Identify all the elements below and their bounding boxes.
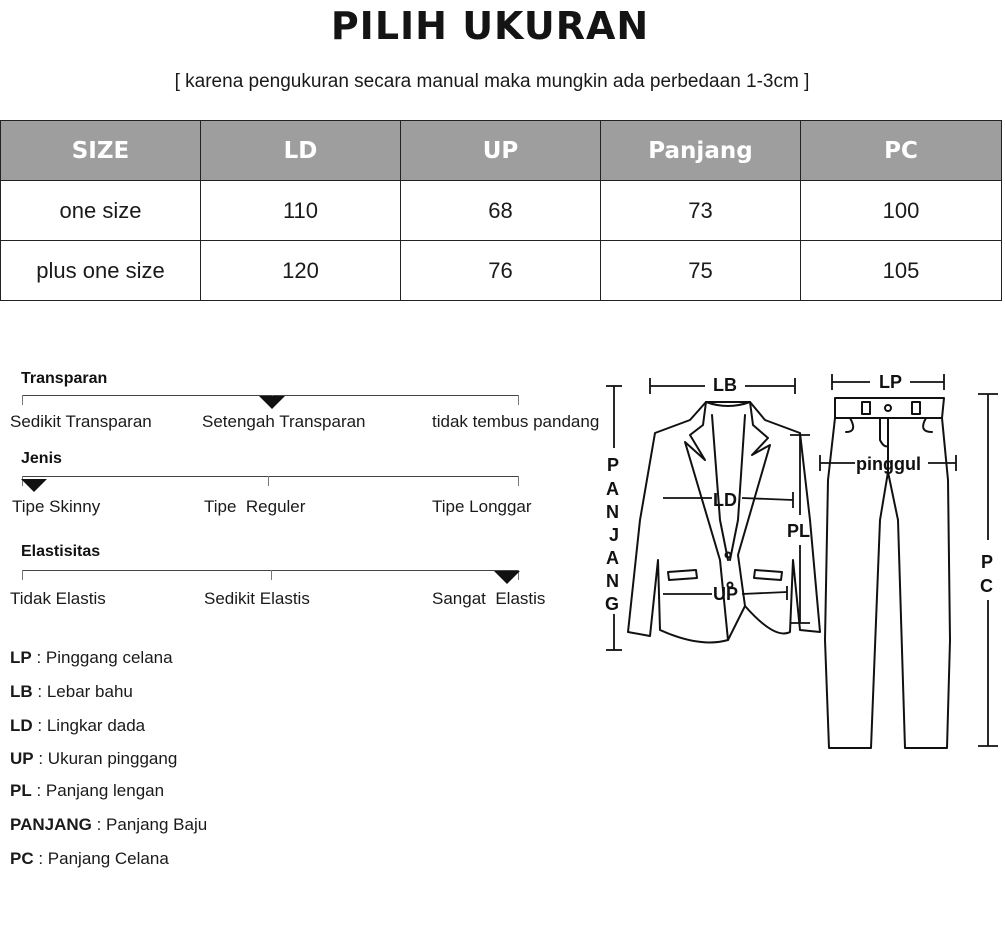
label-pc-letter: P [981,552,994,572]
table-cell: 105 [801,241,1002,301]
legend-desc: : Panjang Baju [91,815,208,834]
legend-abbr: PL [10,781,32,800]
label-pc-letter: C [980,576,993,596]
scale-tick [22,395,23,405]
label-lp: LP [879,372,903,392]
table-cell: 76 [401,241,601,301]
selected-marker-icon [494,571,520,584]
page-title: PILIH UKURAN [330,4,650,48]
legend-item [10,781,164,801]
legend-item [10,682,133,702]
legend-abbr: LD [10,716,33,735]
legend-item [10,716,145,736]
elasticity-scale [0,543,620,613]
legend-abbr: LB [10,682,33,701]
table-header-row [1,121,1002,181]
transparency-scale [0,370,620,440]
table-cell: 68 [401,181,601,241]
legend-abbr: PANJANG [10,815,92,834]
garment-illustration [600,360,1005,900]
label-pl: PL [787,521,811,541]
scale-title: Transparan [21,370,108,387]
label-up: UP [713,584,739,604]
label-pinggul: pinggul [856,454,921,474]
label-ld: LD [713,490,737,510]
selected-marker-icon [259,396,285,409]
label-lb: LB [713,375,737,395]
legend-item [10,648,173,668]
legend-item [10,815,207,835]
scale-option-label: Tipe Skinny [12,497,101,516]
table-row [1,181,1002,241]
measurement-note: [ karena pengukuran secara manual maka mungkin ada perbedaan 1-3cm ] [174,71,810,92]
legend-desc: : Panjang Celana [33,849,169,868]
scale-tick [518,476,519,486]
legend-desc: : Pinggang celana [31,648,173,667]
scale-tick [518,395,519,405]
trousers-icon [825,398,950,748]
label-panjang-letter: J [609,525,620,545]
scale-option-label: Sedikit Elastis [204,589,310,608]
legend-desc: : Lebar bahu [32,682,133,701]
header-panjang: Panjang [601,121,801,181]
table-cell: 100 [801,181,1002,241]
header-pc: PC [801,121,1002,181]
table-cell: 75 [601,241,801,301]
scale-line [22,570,518,571]
label-panjang-letter: G [605,594,620,614]
table-cell: 120 [201,241,401,301]
header-ld: LD [201,121,401,181]
scale-title: Jenis [21,450,62,467]
table-cell: 110 [201,181,401,241]
scale-option-label: Tipe Reguler [204,497,306,516]
scale-option-label: Tipe Longgar [432,497,532,516]
size-table [0,120,1002,301]
scale-option-label: Sangat Elastis [432,589,546,608]
legend-desc: : Ukuran pinggang [33,749,178,768]
type-scale [0,450,620,520]
scale-tick [22,570,23,580]
label-panjang-letter: N [606,502,619,522]
legend-abbr: UP [10,749,34,768]
legend-item [10,849,169,869]
scale-tick [271,570,272,580]
label-panjang-letter: N [606,571,619,591]
label-panjang-letter: A [606,548,619,568]
scale-line [22,476,518,477]
selected-marker-icon [21,479,47,492]
garment-drawing [600,360,1005,900]
scale-title: Elastisitas [21,543,101,560]
scale-option-label: Sedikit Transparan [10,412,152,431]
table-cell: one size [1,181,201,241]
table-cell: plus one size [1,241,201,301]
scale-tick [268,476,269,486]
legend-abbr: PC [10,849,34,868]
legend-desc: : Lingkar dada [32,716,146,735]
scale-option-label: Tidak Elastis [10,589,106,608]
legend-item [10,749,177,769]
label-panjang-letter: A [606,479,619,499]
scale-option-label: tidak tembus pandang [432,412,600,431]
label-panjang-letter: P [607,455,620,475]
header-up: UP [401,121,601,181]
legend-desc: : Panjang lengan [31,781,165,800]
scale-option-label: Setengah Transparan [202,412,366,431]
table-row [1,241,1002,301]
table-cell: 73 [601,181,801,241]
header-size: SIZE [1,121,201,181]
legend-abbr: LP [10,648,32,667]
